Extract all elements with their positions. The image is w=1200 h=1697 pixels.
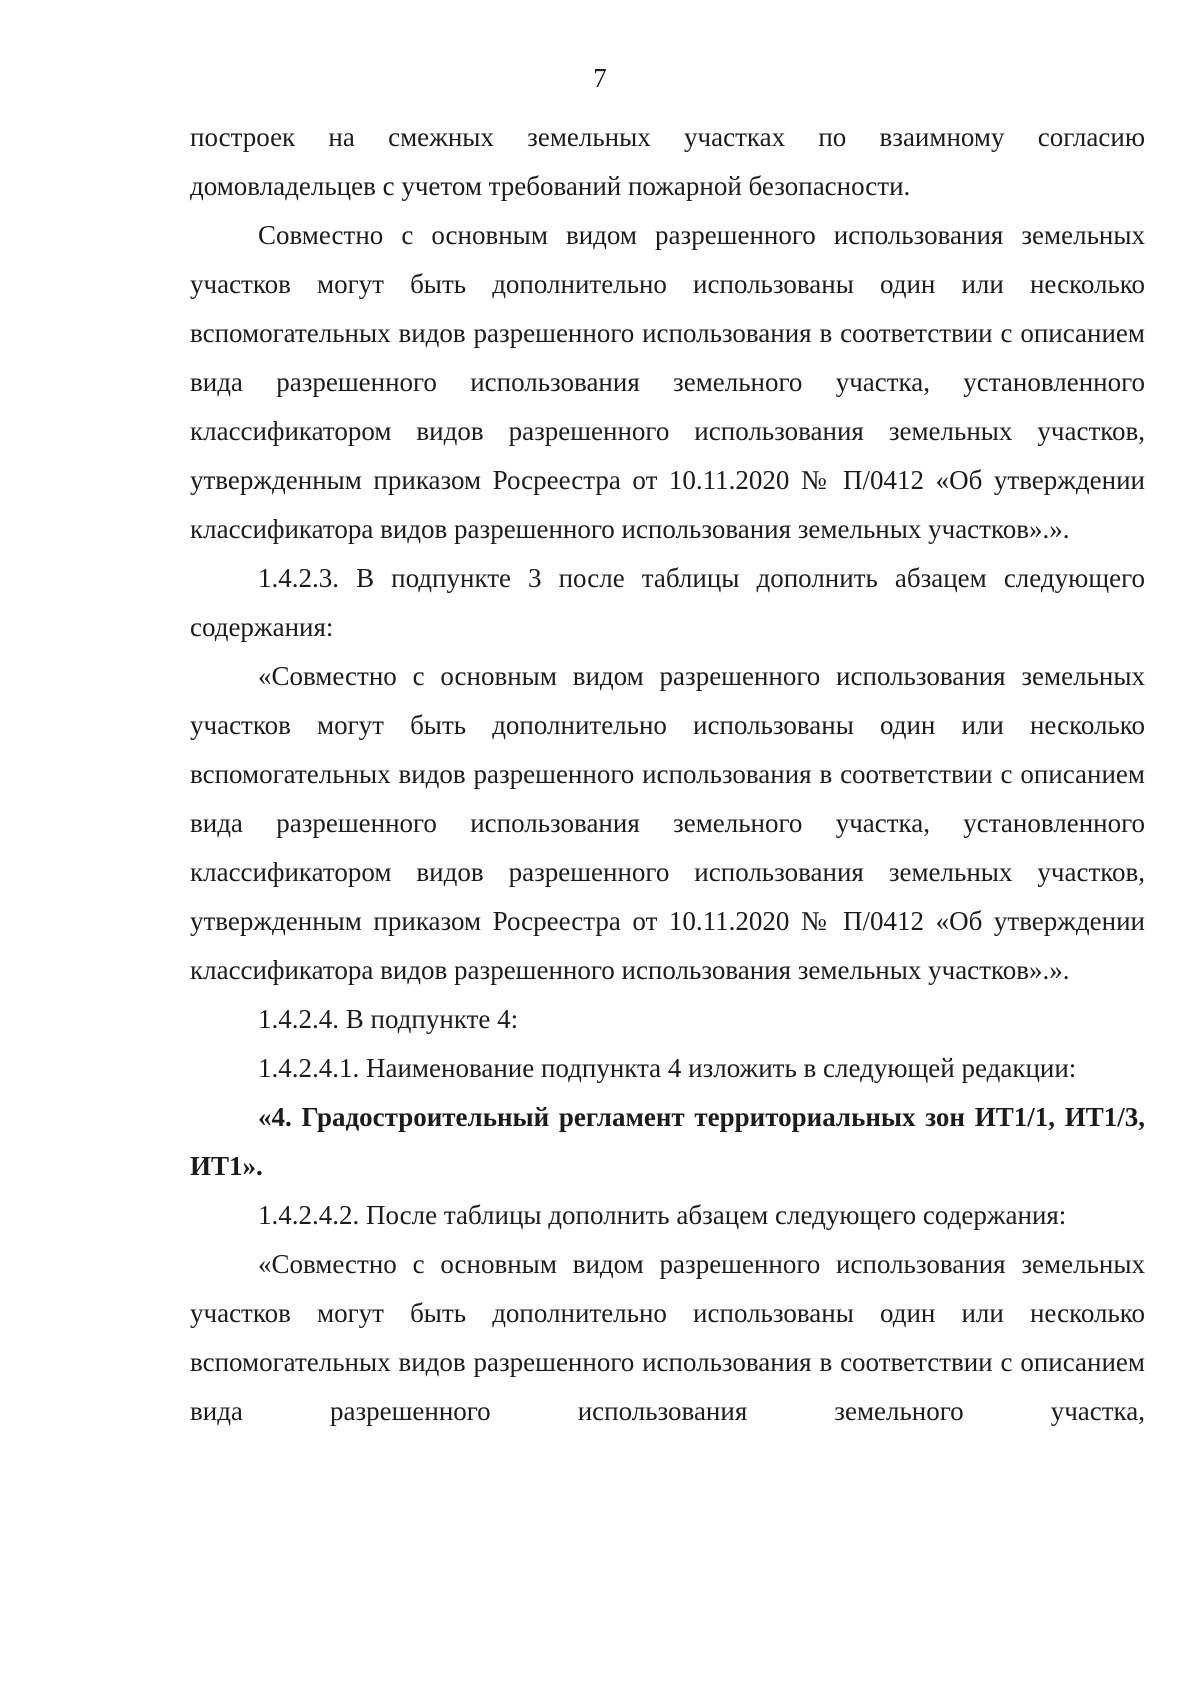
paragraph-quoted-auxiliary-use: «Совместно с основным видом разрешенного использования земельных участков могут быть дополнительно использованы один или несколько вспомогательных видов разрешенного использования в соответствии с описанием вида разрешенного использования земельного участка, установленного классификатором видов разрешенного использования земельных участков, утвержденным приказом Росреестра от 10.11.2020 № П/0412 «Об утверждении классификатора видов разрешенного использования земельных участков».». [190,661,1145,985]
paragraph-item-1-4-2-4: 1.4.2.4. В подпункте 4: [258,1004,519,1034]
paragraph-item-1-4-2-4-1: 1.4.2.4.1. Наименование подпункта 4 изложить в следующей редакции: [258,1053,1077,1083]
paragraph-continuation: построек на смежных земельных участках по взаимному согласию домовладельцев с учетом требований пожарной безопасности. [190,122,1145,201]
paragraph-item-1-4-2-3: 1.4.2.3. В подпункте 3 после таблицы дополнить абзацем следующего содержания: [190,563,1145,642]
document-body [190,113,1145,1436]
paragraph-regulation-heading: «4. Градостроительный регламент территориальных зон ИТ1/1, ИТ1/3, ИТ1». [190,1102,1145,1181]
paragraph-auxiliary-use: Совместно с основным видом разрешенного использования земельных участков могут быть дополнительно использованы один или несколько вспомогательных видов разрешенного использования в соответствии с описанием вида разрешенного использования земельного участка, установленного классификатором видов разрешенного использования земельных участков, утвержденным приказом Росреестра от 10.11.2020 № П/0412 «Об утверждении классификатора видов разрешенного использования земельных участков».». [190,220,1145,544]
paragraph-item-1-4-2-4-2: 1.4.2.4.2. После таблицы дополнить абзацем следующего содержания: [258,1200,1067,1230]
page-number: 7 [593,63,607,93]
paragraph-quoted-auxiliary-use-partial: «Совместно с основным видом разрешенного использования земельных участков могут быть дополнительно использованы один или несколько вспомогательных видов разрешенного использования в соответствии с описанием вида разрешенного использования земельного участка, [190,1249,1145,1426]
